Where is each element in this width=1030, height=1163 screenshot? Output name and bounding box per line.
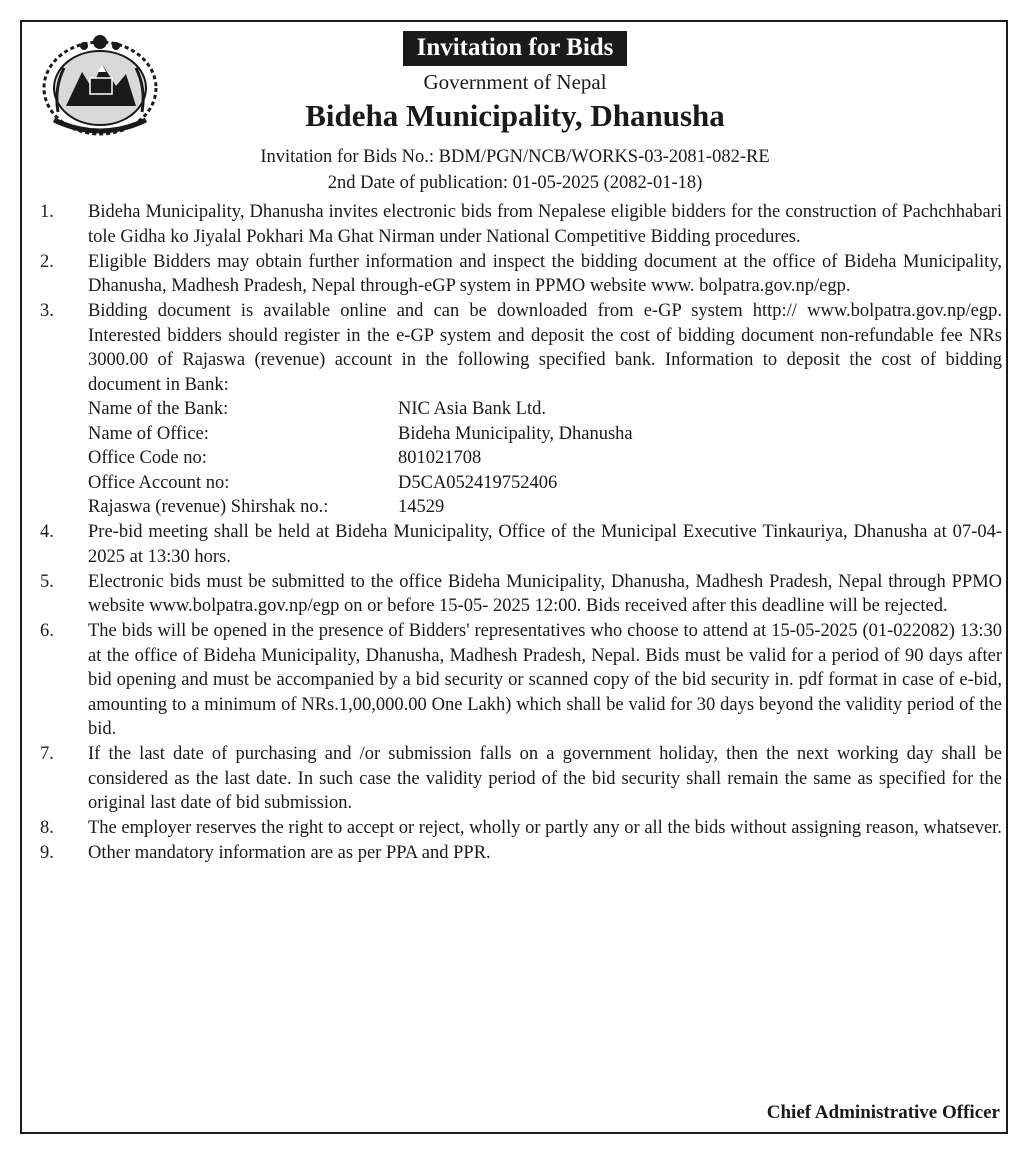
bank-value: 801021708 [398,448,482,468]
item-number: 1. [40,202,54,222]
item-text: Bidding document is available online and can be downloaded from e-GP system http:// www.bolpatra.gov.np/egp. Interested bidders should register in the e-GP system and deposit the cost of bidding document non-refundable fee NRs 3000.00 of Rajaswa (revenue) account in the following specified bank. Information to deposit the cost of bidding document in Bank: [88,301,1002,395]
item-text: Eligible Bidders may obtain further information and inspect the bidding document at the office of Bideha Municipality, Dhanusha, Madhesh Pradesh, Nepal through-eGP system in PPMO website www. bolpatra.gov.np/egp. [88,251,1002,296]
list-item [40,841,1002,866]
item-text: The bids will be opened in the presence of Bidders' representatives who choose to attend at 15-05-2025 (01-022082) 13:30 at the office of Bideha Municipality, Dhanusha, Madhesh Pradesh, Nepal. Bids must be valid for a period of 90 days after bid opening and must be accompanied by a bid security or scanned copy of the bid security in. pdf format in case of e-bid, amounting to a minimum of NRs.1,00,000.00 One Lakh) which shall be valid for 30 days beyond the validity period of the bid. [88,621,1002,739]
list-item [40,570,1002,619]
bank-value: Bideha Municipality, Dhanusha [398,423,633,444]
list-item [40,250,1002,299]
bank-row [88,446,1002,471]
item-number: 9. [40,843,54,863]
item-text: Other mandatory information are as per PPA and PPR. [88,843,491,863]
bank-row [88,471,1002,496]
municipality-name: Bideha Municipality, Dhanusha [305,98,725,133]
notice-title-row [0,31,1030,66]
government-name: Government of Nepal [423,70,607,94]
notice-title: Invitation for Bids [403,31,628,66]
item-number: 6. [40,621,54,641]
item-text: Electronic bids must be submitted to the office Bideha Municipality, Dhanusha, Madhesh Pradesh, Nepal through PPMO website www.bolpatra.gov.np/egp on or before 15-05- 2025 12:00. Bids received after this deadline will be rejected. [88,571,1002,616]
item-text: If the last date of purchasing and /or submission falls on a government holiday, then the next working day shall be considered as the last date. In such case the validity period of the bid security shall remain the same as specified for the original last date of bid submission. [88,744,1002,813]
bank-label: Office Account no: [88,472,230,493]
bank-row [88,495,1002,520]
item-text: The employer reserves the right to accept or reject, wholly or partly any or all the bids without assigning reason, whatsever. [88,818,1002,838]
bank-label: Name of the Bank: [88,399,229,419]
signatory-title: Chief Administrative Officer [766,1102,1000,1123]
list-item [40,816,1002,841]
item-number: 8. [40,818,54,838]
bank-value: NIC Asia Bank Ltd. [398,399,546,419]
bank-label: Rajaswa (revenue) Shirshak no.: [88,497,329,517]
list-item [40,299,1002,520]
bank-label: Office Code no: [88,448,207,468]
ifb-number: Invitation for Bids No.: BDM/PGN/NCB/WORKS-03-2081-082-RE [260,147,770,167]
list-item [40,619,1002,742]
notice-items [40,200,1002,866]
item-number: 4. [40,522,54,542]
item-number: 7. [40,744,54,764]
publication-date: 2nd Date of publication: 01-05-2025 (2082-01-18) [327,173,703,193]
item-text: Pre-bid meeting shall be held at Bideha Municipality, Office of the Municipal Executive Tinkauriya, Dhanusha at 07-04-2025 at 13:30 hors. [88,522,1002,567]
item-number: 5. [40,571,54,592]
bank-value: D5CA052419752406 [398,472,558,493]
bank-row [88,397,1002,422]
bank-row [88,422,1002,447]
list-item [40,520,1002,569]
item-number: 2. [40,251,54,272]
list-item [40,742,1002,816]
item-text: Bideha Municipality, Dhanusha invites electronic bids from Nepalese eligible bidders for the construction of Pachchhabari tole Gidha ko Jiyalal Pokhari Ma Ghat Nirman under National Competitive Bidding procedures. [88,202,1002,247]
bank-details [88,397,1002,520]
list-item [40,200,1002,249]
bank-label: Name of Office: [88,423,209,444]
bank-value: 14529 [398,497,445,517]
item-number: 3. [40,301,54,321]
